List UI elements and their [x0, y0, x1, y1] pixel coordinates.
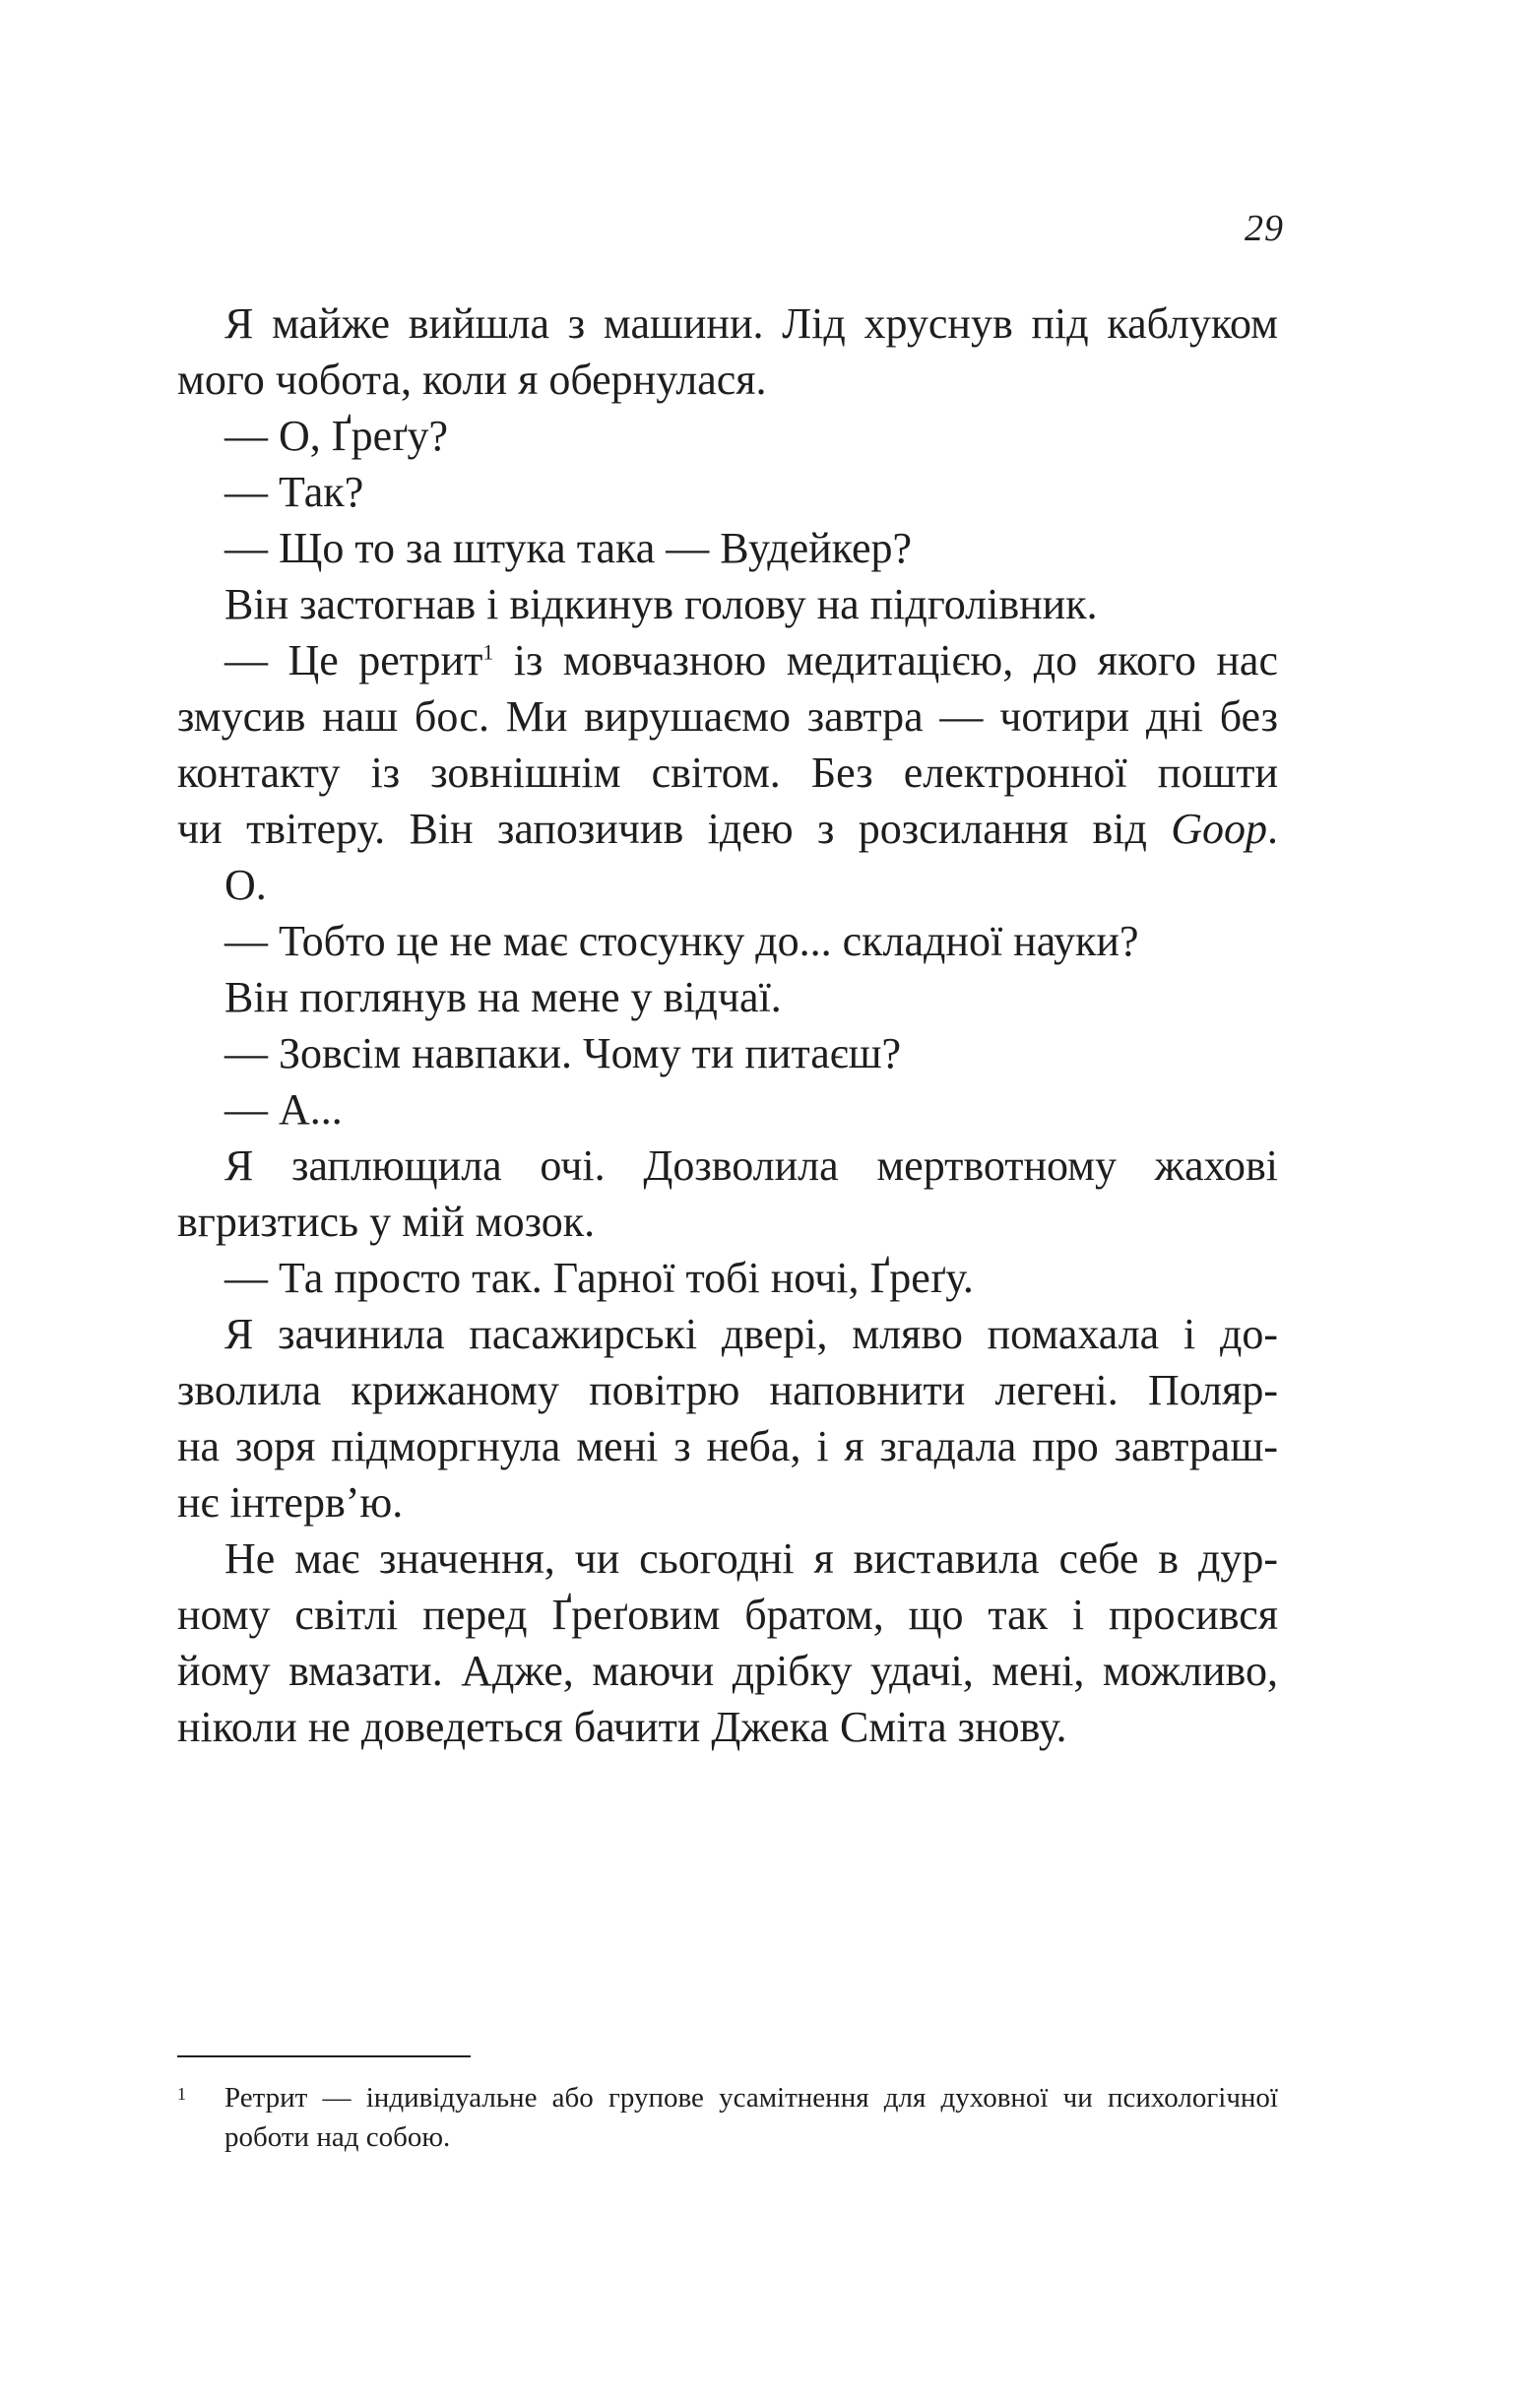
text-line: контакту із зовнішнім світом. Без електронної пошти	[177, 748, 1278, 797]
text-line: — Та просто так. Гарної тобі ночі, Ґреґу.	[224, 1254, 974, 1302]
text-line: Не має значення, чи сьогодні я виставила себе в дур-	[224, 1534, 1278, 1583]
text-line: на зоря підморгнула мені з неба, і я згадала про завтраш-	[177, 1422, 1278, 1470]
footnote-line: Ретрит — індивідуальне або групове усамітнення для духовної чи психологічної	[224, 2082, 1278, 2114]
text-line: ніколи не доведеться бачити Джека Сміта знову.	[177, 1703, 1067, 1751]
text-fragment: — Це ретрит	[224, 636, 483, 684]
paragraph	[177, 1250, 1278, 1306]
text-line: йому вмазати. Адже, маючи дрібку удачі, мені, можливо,	[177, 1647, 1278, 1695]
paragraph	[177, 576, 1278, 632]
text-line: змусив наш бос. Ми вирушаємо завтра — чотири дні без	[177, 692, 1278, 741]
text-line: ному світлі перед Ґреґовим братом, що так і просився	[177, 1591, 1278, 1639]
text-line: Я зачинила пасажирські двері, мляво помахала і до-	[224, 1310, 1278, 1358]
text-line: — Що то за штука така — Вудейкер?	[224, 524, 913, 572]
footnote-reference[interactable]: 1	[482, 639, 494, 665]
paragraph	[177, 1138, 1278, 1250]
italic-word: Goop	[1171, 805, 1267, 853]
footnote-text	[224, 2078, 1278, 2157]
paragraph	[177, 857, 1278, 913]
text-line: Я заплющила очі. Дозволила мертвотному жахові	[224, 1141, 1278, 1190]
paragraph	[177, 1025, 1278, 1081]
footnote-line: роботи над собою.	[224, 2121, 451, 2153]
text-line: — Тобто це не має стосунку до... складної науки?	[224, 917, 1139, 965]
footnote-divider	[177, 2055, 471, 2057]
text-line: — О, Ґреґу?	[224, 412, 449, 460]
text-line: зволила крижаному повітрю наповнити легені. Поляр-	[177, 1366, 1278, 1414]
text-line: мого чобота, коли я обернулася.	[177, 356, 767, 404]
text-line: О.	[224, 861, 267, 909]
paragraph	[177, 295, 1278, 408]
text-fragment: із мовчазною медитацією, до якого нас	[493, 636, 1278, 684]
paragraph	[177, 520, 1278, 576]
text-line: — Зовсім навпаки. Чому ти питаєш?	[224, 1029, 902, 1077]
text-line	[177, 632, 1278, 688]
text-line: вгризтись у мій мозок.	[177, 1198, 596, 1246]
text-line: — Так?	[224, 468, 364, 516]
page-number: 29	[1245, 208, 1284, 249]
text-line: Він застогнав і відкинув голову на підголівник.	[224, 580, 1098, 628]
text-fragment: чи твітеру. Він запозичив ідею з розсилання від	[177, 805, 1172, 853]
paragraph	[177, 1530, 1278, 1755]
text-line: Він поглянув на мене у відчаї.	[224, 973, 782, 1021]
paragraph	[177, 1081, 1278, 1138]
paragraph	[177, 408, 1278, 464]
text-line: — А...	[224, 1085, 343, 1134]
paragraph	[177, 913, 1278, 969]
paragraph	[177, 1306, 1278, 1530]
text-line	[177, 801, 1278, 857]
text-fragment: .	[1267, 805, 1278, 853]
paragraph	[177, 969, 1278, 1025]
text-line: нє інтерв’ю.	[177, 1478, 404, 1527]
text-line: Я майже вийшла з машини. Лід хруснув під каблуком	[224, 299, 1278, 348]
footnote	[177, 2078, 1278, 2157]
paragraph	[177, 464, 1278, 520]
paragraph	[177, 632, 1278, 857]
footnote-mark: 1	[177, 2084, 186, 2104]
main-text	[177, 295, 1278, 1755]
